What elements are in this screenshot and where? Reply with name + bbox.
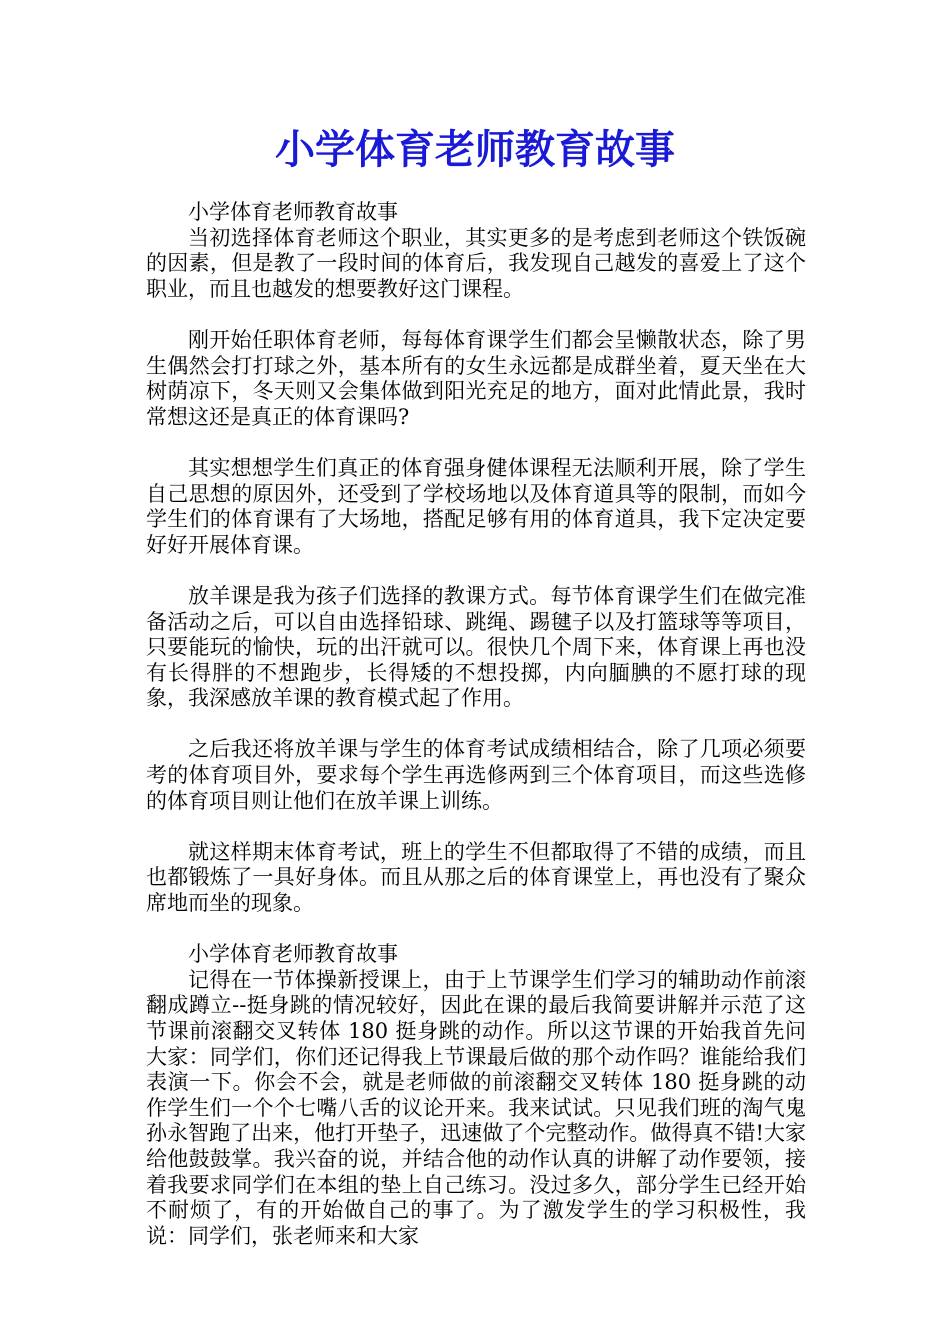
paragraph: 之后我还将放羊课与学生的体育考试成绩相结合，除了几项必须要考的体育项目外，要求每个学生再选修两到三个体育项目，而这些选修的体育项目则让他们在放羊课上训练。 [146,737,806,813]
section-heading: 小学体育老师教育故事 [188,200,398,224]
document-title: 小学体育老师教育故事 [275,126,675,173]
section-heading: 小学体育老师教育故事 [188,942,398,967]
document-body [146,200,806,1249]
paragraph: 刚开始任职体育老师，每每体育课学生们都会呈懒散状态，除了男生偶然会打打球之外，基本所有的女生永远都是成群坐着，夏天坐在大树荫凉下，冬天则又会集体做到阳光充足的地方，面对此情此景，我时常想这还是真正的体育课吗? [146,327,806,429]
paragraph: 就这样期末体育考试，班上的学生不但都取得了不错的成绩，而且也都锻炼了一具好身体。而且从那之后的体育课堂上，再也没有了聚众席地而坐的现象。 [146,839,806,916]
paragraph: 其实想想学生们真正的体育强身健体课程无法顺利开展，除了学生自己思想的原因外，还受到了学校场地以及体育道具等的限制，而如今学生们的体育课有了大场地，搭配足够有用的体育道具，我下定决定要好好开展体育课。 [146,455,806,557]
paragraph: 放羊课是我为孩子们选择的教课方式。每节体育课学生们在做完准备活动之后，可以自由选择铅球、跳绳、踢毽子以及打篮球等等项目，只要能玩的愉快，玩的出汗就可以。很快几个周下来，体育课上再也没有长得胖的不想跑步，长得矮的不想投掷，内向腼腆的不愿打球的现象，我深感放羊课的教育模式起了作用。 [146,583,806,711]
paragraph: 记得在一节体操新授课上，由于上节课学生们学习的辅助动作前滚翻成蹲立--挺身跳的情况较好，因此在课的最后我简要讲解并示范了这节课前滚翻交叉转体 180 挺身跳的动作。所以这节课的开始我首先问大家：同学们，你们还记得我上节课最后做的那个动作吗？谁能给我们表演一下。你会不会，就是老师做的前滚翻交叉转体 180 挺身跳的动作学生们一个个七嘴八舌的议论开来。我来试试。只见我们班的淘气鬼孙永智跑了出来，他打开垫子，迅速做了个完整动作。做得真不错!大家给他鼓鼓掌。我兴奋的说，并结合他的动作认真的讲解了动作要领，接着我要求同学们在本组的垫上自己练习。没过多久，部分学生已经开始不耐烦了，有的开始做自己的事了。为了激发学生的学习积极性，我说：同学们，张老师来和大家 [146,967,806,1248]
paragraph: 当初选择体育老师这个职业，其实更多的是考虑到老师这个铁饭碗的因素，但是教了一段时间的体育后，我发现自己越发的喜爱上了这个职业，而且也越发的想要教好这门课程。 [146,225,806,301]
